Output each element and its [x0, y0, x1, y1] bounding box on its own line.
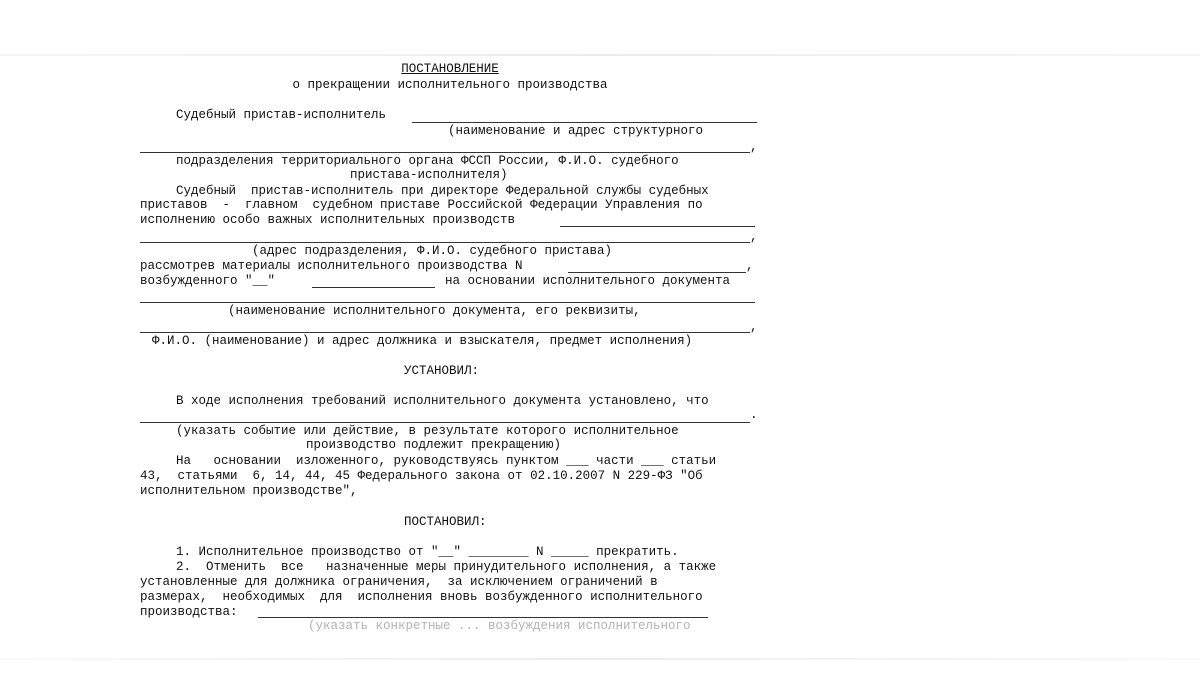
paragraph-2-line-1: В ходе исполнения требований исполнительного документа установлено, что — [176, 394, 709, 408]
sobytie-blank — [140, 422, 750, 423]
document-title: ПОСТАНОВЛЕНИЕ — [401, 62, 499, 76]
hint-adres-podr: (адрес подразделения, Ф.И.О. судебного пристава) — [252, 244, 613, 258]
paragraph-3-line-2: 43, статьями 6, 14, 44, 45 Федерального закона от 02.10.2007 N 229-ФЗ "Об — [140, 469, 703, 483]
osnovanie-label: на основании исполнительного документа — [445, 274, 731, 288]
podrazd-blank — [140, 152, 750, 153]
hint-podrazd: подразделения территориального органа ФССП России, Ф.И.О. судебного — [176, 154, 679, 168]
hint-ukazat-1: (указать событие или действие, в результате которого исполнительное — [176, 424, 679, 438]
hint-cut-off: (указать конкретные ... возбуждения исполнительного — [308, 619, 691, 633]
doc-blank — [140, 302, 755, 303]
dolzhnik-blank — [140, 332, 750, 333]
paragraph-3-line-1: На основании изложенного, руководствуясь пунктом ___ части ___ статьи — [176, 454, 717, 468]
hint-fio: Ф.И.О. (наименование) и адрес должника и взыскателя, предмет исполнения) — [152, 334, 693, 348]
top-edge-shadow — [0, 54, 1200, 56]
comma: , — [750, 230, 758, 244]
dot: . — [750, 408, 758, 422]
hint-ukazat-2: производство подлежит прекращению) — [306, 438, 562, 452]
hint-pristava-isp: пристава-исполнителя) — [350, 168, 508, 182]
comma: , — [746, 259, 754, 273]
data-blank — [312, 287, 435, 288]
paragraph-1-line-2: приставов - главном судебном приставе Российской Федерации Управления по — [140, 198, 703, 212]
paragraph-3-line-3: исполнительном производстве", — [140, 484, 358, 498]
proizvodstvo-blank — [258, 617, 708, 618]
pristav-label: Судебный пристав-исполнитель — [176, 108, 387, 122]
pristav-blank — [412, 122, 757, 123]
nomer-blank — [568, 272, 746, 273]
hint-naim-adr: (наименование и адрес структурного — [448, 124, 704, 138]
comma: , — [750, 320, 758, 334]
item-2-line-3: размерах, необходимых для исполнения вновь возбужденного исполнительного — [140, 590, 703, 604]
heading-ustanovil: УСТАНОВИЛ: — [404, 364, 480, 378]
paragraph-1-line-3: исполнению особо важных исполнительных производств — [140, 213, 516, 227]
bottom-edge-shadow — [0, 658, 1200, 660]
item-1: 1. Исполнительное производство от "__" ________ N _____ прекратить. — [176, 545, 679, 559]
item-2-line-2: установленные для должника ограничения, за исключением ограничений в — [140, 575, 658, 589]
rassmotrev-label: рассмотрев материалы исполнительного производства N — [140, 259, 523, 273]
adres-blank — [140, 242, 750, 243]
item-2-line-1: 2. Отменить все назначенные меры принудительного исполнения, а также — [176, 560, 717, 574]
proizv-blank — [560, 226, 755, 227]
paragraph-1-line-1: Судебный пристав-исполнитель при директоре Федеральной службы судебных — [176, 184, 709, 198]
vozbuzhd-label: возбужденного "__" — [140, 274, 276, 288]
comma: , — [750, 140, 758, 154]
heading-postanovil: ПОСТАНОВИЛ: — [404, 515, 487, 529]
item-2-line-4: производства: — [140, 605, 238, 619]
document-subtitle: о прекращении исполнительного производства — [292, 78, 608, 92]
hint-naim-doc: (наименование исполнительного документа, его реквизиты, — [228, 304, 641, 318]
